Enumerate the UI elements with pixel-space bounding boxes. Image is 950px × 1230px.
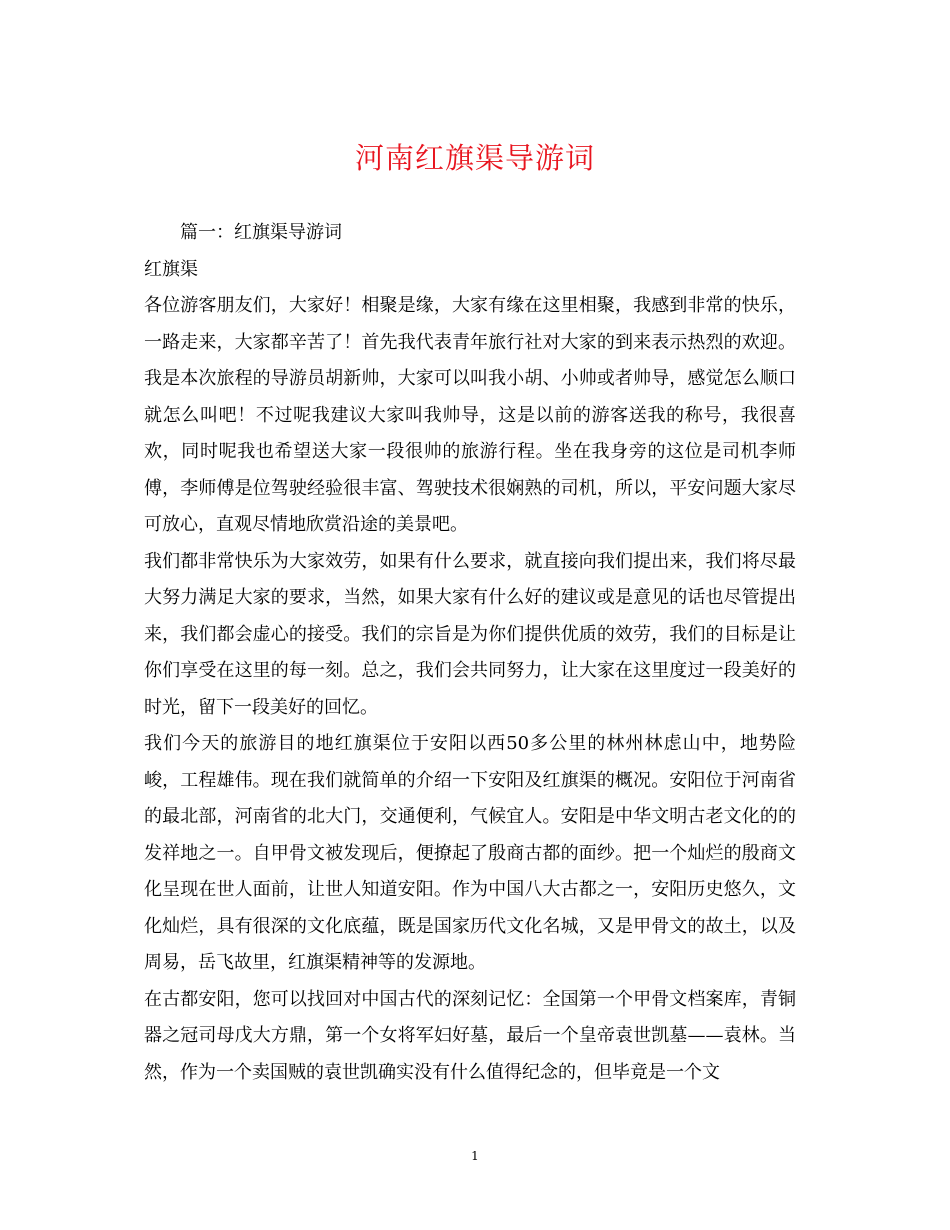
- paragraph-4: 在古都安阳，您可以找回对中国古代的深刻记忆：全国第一个甲骨文档案库，青铜器之冠司母戊大方鼎，第一个女将军妇好墓，最后一个皇帝袁世凯墓——袁林。当然，作为一个卖国贼的袁世凯确实没有什么值得纪念的，但毕竟是一个文: [144, 988, 796, 1083]
- paragraph-2: 我们都非常快乐为大家效劳，如果有什么要求，就直接向我们提出来，我们将尽最大努力满足大家的要求，当然，如果大家有什么好的建议或是意见的话也尽管提出来，我们都会虚心的接受。我们的宗旨是为你们提供优质的效劳，我们的目标是让你们享受在这里的每一刻。总之，我们会共同努力，让大家在这里度过一段美好的时光，留下一段美好的回忆。: [144, 550, 796, 718]
- document-body: [144, 215, 796, 1091]
- subheading: 红旗渠: [144, 258, 198, 280]
- document-title: 河南红旗渠导游词: [354, 141, 595, 175]
- page-number: 1: [471, 1149, 479, 1163]
- paragraph-1: 各位游客朋友们，大家好！相聚是缘，大家有缘在这里相聚，我感到非常的快乐，一路走来，大家都辛苦了！首先我代表青年旅行社对大家的到来表示热烈的欢迎。我是本次旅程的导游员胡新帅，大家可以叫我小胡、小帅或者帅导，感觉怎么顺口就怎么叫吧！不过呢我建议大家叫我帅导，这是以前的游客送我的称号，我很喜欢，同时呢我也希望送大家一段很帅的旅游行程。坐在我身旁的这位是司机李师傅，李师傅是位驾驶经验很丰富、驾驶技术很娴熟的司机，所以，平安问题大家尽可放心，直观尽情地欣赏沿途的美景吧。: [144, 295, 796, 535]
- paragraph-3: 我们今天的旅游目的地红旗渠位于安阳以西50多公里的林州林虑山中，地势险峻，工程雄伟。现在我们就简单的介绍一下安阳及红旗渠的概况。安阳位于河南省的最北部，河南省的北大门，交通便利，气候宜人。安阳是中华文明古老文化的的发祥地之一。自甲骨文被发现后，便撩起了殷商古都的面纱。把一个灿烂的殷商文化呈现在世人面前，让世人知道安阳。作为中国八大古都之一，安阳历史悠久，文化灿烂，具有很深的文化底蕴，既是国家历代文化名城，又是甲骨文的故土，以及周易，岳飞故里，红旗渠精神等的发源地。: [144, 733, 796, 973]
- section-heading: 篇一：红旗渠导游词: [180, 222, 342, 243]
